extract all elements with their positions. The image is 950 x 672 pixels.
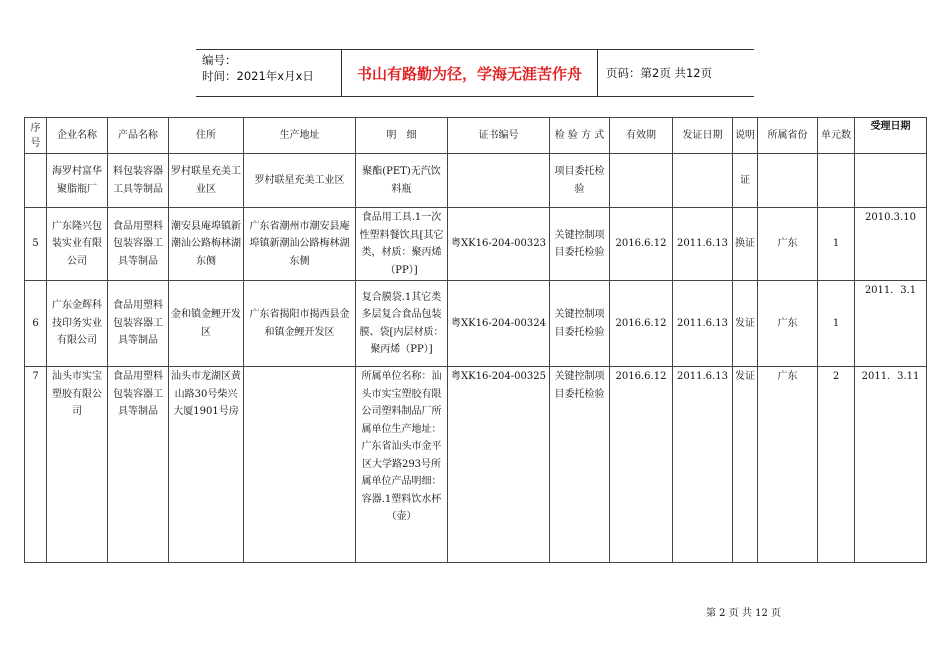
header-meta [202, 52, 314, 84]
cell-valid [610, 154, 673, 208]
cell-no: 7 [25, 367, 47, 563]
col-header-method: 检 验 方 式 [550, 118, 610, 154]
table-header-row [25, 118, 927, 154]
table-row [25, 367, 927, 563]
col-header-units: 单元数 [818, 118, 855, 154]
cell-address: 汕头市龙湖区黄山路30号柴兴大厦1901号房 [169, 367, 244, 563]
cell-note: 证 [733, 154, 758, 208]
cell-accept-date: 2011．3.11 [855, 367, 927, 563]
cell-province [758, 154, 818, 208]
cell-product: 料包装容器工具等制品 [108, 154, 169, 208]
cell-province: 广东 [758, 281, 818, 367]
col-header-product: 产品名称 [108, 118, 169, 154]
cell-address: 潮安县庵埠镇新潮汕公路梅林湖东侧 [169, 208, 244, 281]
cell-address: 金和镇金鲤开发区 [169, 281, 244, 367]
col-header-production-address: 生产地址 [244, 118, 356, 154]
cell-certificate: 粤XK16-204-00324 [448, 281, 550, 367]
cell-no: 5 [25, 208, 47, 281]
table-row [25, 281, 927, 367]
cell-note: 发证 [733, 367, 758, 563]
col-header-issue-date: 发证日期 [673, 118, 733, 154]
cell-detail: 复合膜袋.1其它类多层复合食品包装膜、袋[内层材质：聚丙烯（PP）] [356, 281, 448, 367]
cell-valid: 2016.6.12 [610, 208, 673, 281]
cell-units [818, 154, 855, 208]
cell-note: 发证 [733, 281, 758, 367]
table-row [25, 154, 927, 208]
cell-detail: 聚酯(PET)无汽饮料瓶 [356, 154, 448, 208]
cell-certificate: 粤XK16-204-00323 [448, 208, 550, 281]
cell-no [25, 154, 47, 208]
cell-accept-date: 2010.3.10 [855, 208, 927, 281]
cell-address: 罗村联星充美工业区 [169, 154, 244, 208]
cell-province: 广东 [758, 208, 818, 281]
cell-accept-date: 2011．3.1 [855, 281, 927, 367]
cell-certificate [448, 154, 550, 208]
cell-valid: 2016.6.12 [610, 281, 673, 367]
cell-no: 6 [25, 281, 47, 367]
cell-product: 食品用塑料包装容器工具等制品 [108, 281, 169, 367]
cell-method: 关键控制项目委托检验 [550, 208, 610, 281]
cell-units: 1 [818, 281, 855, 367]
cell-production-address: 广东省潮州市潮安县庵埠镇新潮汕公路梅林湖东侧 [244, 208, 356, 281]
table-row [25, 208, 927, 281]
cell-certificate: 粤XK16-204-00325 [448, 367, 550, 563]
col-header-company: 企业名称 [47, 118, 108, 154]
col-header-no: 序号 [25, 118, 47, 154]
header-slogan: 书山有路勤为径，学海无涯苦作舟 [341, 50, 598, 96]
cell-method: 关键控制项目委托检验 [550, 367, 610, 563]
cell-company: 汕头市实宝塑胶有限公司 [47, 367, 108, 563]
cell-issue-date: 2011.6.13 [673, 367, 733, 563]
cell-issue-date: 2011.6.13 [673, 208, 733, 281]
cell-company: 海罗村富华聚脂瓶厂 [47, 154, 108, 208]
col-header-certificate: 证书编号 [448, 118, 550, 154]
license-table [24, 117, 927, 563]
cell-production-address: 广东省揭阳市揭西县金和镇金鲤开发区 [244, 281, 356, 367]
cell-units: 2 [818, 367, 855, 563]
document-number-label: 编号： [202, 53, 237, 67]
cell-issue-date [673, 154, 733, 208]
col-header-address: 住所 [169, 118, 244, 154]
cell-product: 食品用塑料包装容器工具等制品 [108, 208, 169, 281]
cell-units: 1 [818, 208, 855, 281]
cell-company: 广东金辉科技印务实业有限公司 [47, 281, 108, 367]
page-header [196, 49, 754, 97]
cell-note: 换证 [733, 208, 758, 281]
col-header-note: 说明 [733, 118, 758, 154]
cell-detail: 所属单位名称：汕头市实宝塑胶有限公司塑料制品厂所属单位生产地址：广东省汕头市金平区大学路293号所属单位产品明细：容器.1塑料饮水杯（壶） [356, 367, 448, 563]
col-header-valid: 有效期 [610, 118, 673, 154]
page-footer: 第 2 页 共 12 页 [706, 608, 781, 619]
document-time-label: 时间：2021年x月x日 [202, 69, 314, 83]
cell-valid: 2016.6.12 [610, 367, 673, 563]
cell-company: 广东隆兴包装实业有限公司 [47, 208, 108, 281]
col-header-detail: 明 细 [356, 118, 448, 154]
cell-accept-date [855, 154, 927, 208]
cell-province: 广东 [758, 367, 818, 563]
col-header-province: 所属省份 [758, 118, 818, 154]
cell-method: 关键控制项目委托检验 [550, 281, 610, 367]
cell-detail: 食品用工具.1一次性塑料餐饮具[其它类，材质：聚丙烯（PP）] [356, 208, 448, 281]
header-page-number: 页码：第2页 共12页 [606, 66, 713, 80]
cell-product: 食品用塑料包装容器工具等制品 [108, 367, 169, 563]
col-header-accept-date: 受理日期 [855, 118, 927, 154]
cell-issue-date: 2011.6.13 [673, 281, 733, 367]
cell-method: 项目委托检验 [550, 154, 610, 208]
cell-production-address [244, 367, 356, 563]
cell-production-address: 罗村联星充美工业区 [244, 154, 356, 208]
